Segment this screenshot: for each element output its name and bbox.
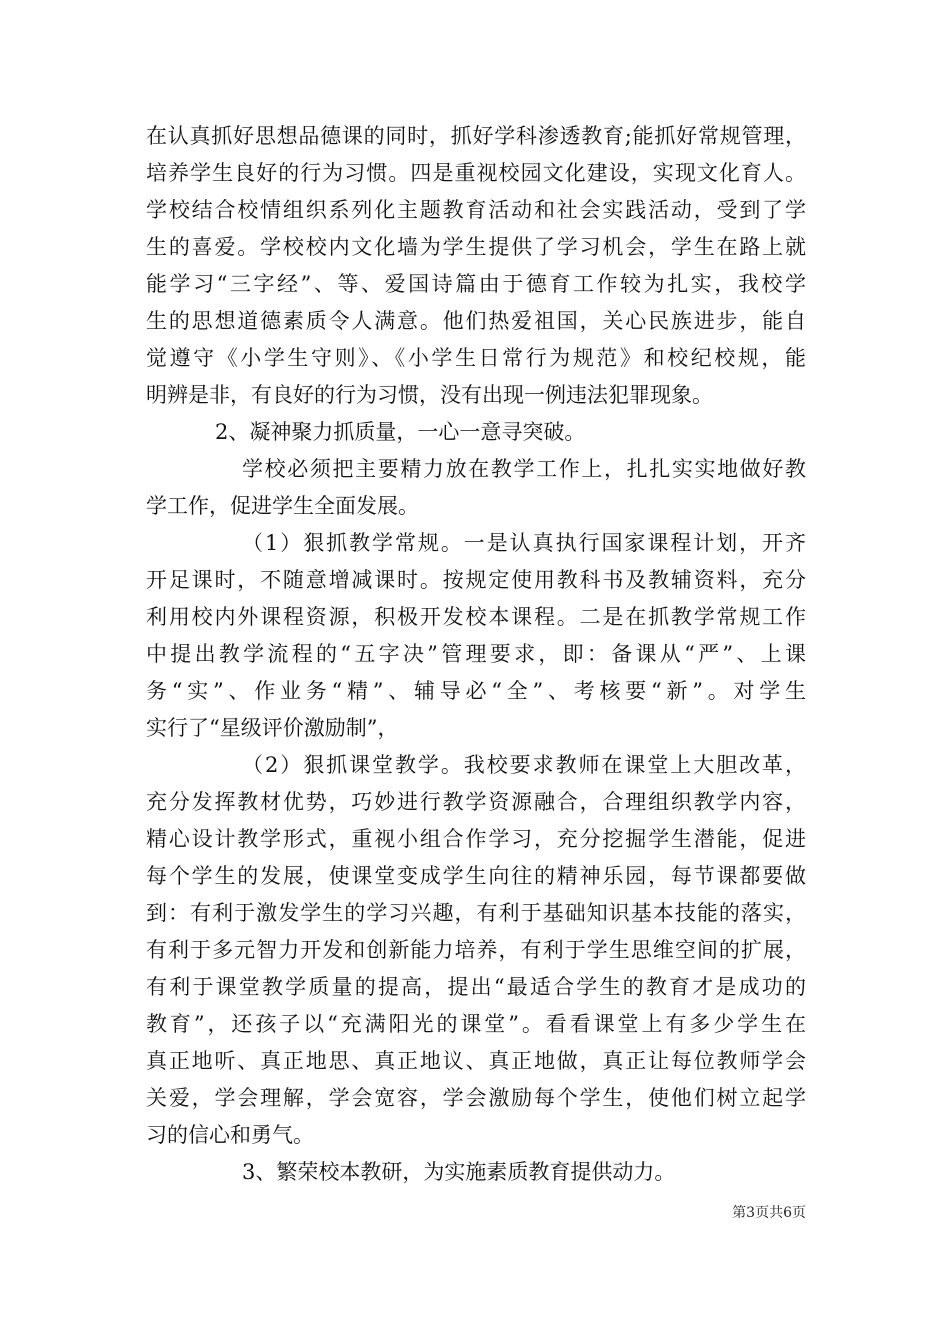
heading-line: 3、繁荣校本教研，为实施素质教育提供动力。 — [242, 1160, 676, 1184]
paragraph-moral-education-continued — [146, 118, 806, 414]
document-body — [146, 118, 806, 1191]
text-line: 到：有利于激发学生的学习兴趣，有利于基础知识基本技能的落实， — [146, 901, 806, 925]
paragraph-teaching-focus — [146, 451, 806, 525]
text-line: （1）狠抓教学常规。一是认真执行国家课程计划，开齐 — [242, 531, 806, 555]
paragraph-teaching-routine — [146, 525, 806, 747]
text-line: 生的思想道德素质令人满意。他们热爱祖国，关心民族进步，能自 — [146, 309, 806, 333]
text-line: 每个学生的发展，使课堂变成学生向往的精神乐园，每节课都要做 — [146, 864, 806, 888]
text-line: 充分发挥教材优势，巧妙进行教学资源融合，合理组织教学内容， — [146, 790, 806, 814]
text-line: 中提出教学流程的“五字决”管理要求，即：备课从“严”、上课 — [146, 642, 806, 666]
text-line: 利用校内外课程资源，积极开发校本课程。二是在抓教学常规工作 — [146, 605, 806, 629]
text-line: 觉遵守《小学生守则》、《小学生日常行为规范》和校纪校规，能 — [146, 346, 806, 370]
text-line: 学校结合校情组织系列化主题教育活动和社会实践活动，受到了学 — [146, 198, 806, 222]
text-line: 培养学生良好的行为习惯。四是重视校园文化建设，实现文化育人。 — [146, 161, 806, 185]
section-heading-2 — [146, 414, 806, 451]
text-line: 有利于多元智力开发和创新能力培养，有利于学生思维空间的扩展， — [146, 938, 806, 962]
text-line: 真正地听、真正地思、真正地议、真正地做，真正让每位教师学会 — [146, 1049, 806, 1073]
text-line: 学校必须把主要精力放在教学工作上，扎扎实实地做好教 — [242, 457, 806, 481]
text-line: 学工作，促进学生全面发展。 — [146, 494, 419, 518]
text-line: 开足课时，不随意增减课时。按规定使用教科书及教辅资料，充分 — [146, 568, 806, 592]
text-line: 有利于课堂教学质量的提高，提出“最适合学生的教育才是成功的 — [146, 975, 806, 999]
heading-line: 2、凝神聚力抓质量，一心一意寻突破。 — [215, 420, 586, 444]
text-line: 习的信心和勇气。 — [146, 1123, 314, 1147]
section-heading-3 — [146, 1154, 806, 1191]
text-line: 精心设计教学形式，重视小组合作学习，充分挖掘学生潜能，促进 — [146, 827, 806, 851]
text-line: （2）狠抓课堂教学。我校要求教师在课堂上大胆改革， — [242, 753, 806, 777]
page-number-footer: 第3页共6页 — [732, 1205, 806, 1221]
text-line: 实行了“星级评价激励制”， — [146, 716, 399, 740]
text-line: 明辨是非，有良好的行为习惯，没有出现一例违法犯罪现象。 — [146, 383, 713, 407]
text-line: 关爱，学会理解，学会宽容，学会激励每个学生，使他们树立起学 — [146, 1086, 806, 1110]
text-line: 生的喜爱。学校校内文化墙为学生提供了学习机会，学生在路上就 — [146, 235, 806, 259]
paragraph-classroom-teaching — [146, 747, 806, 1154]
text-line: 能学习“三字经”、等、爱国诗篇由于德育工作较为扎实，我校学 — [146, 272, 806, 296]
text-line: 务“实”、作业务“精”、辅导必“全”、考核要“新”。对学生 — [146, 679, 806, 703]
text-line: 在认真抓好思想品德课的同时，抓好学科渗透教育;能抓好常规管理， — [146, 124, 806, 148]
text-line: 教育”，还孩子以“充满阳光的课堂”。看看课堂上有多少学生在 — [146, 1012, 806, 1036]
